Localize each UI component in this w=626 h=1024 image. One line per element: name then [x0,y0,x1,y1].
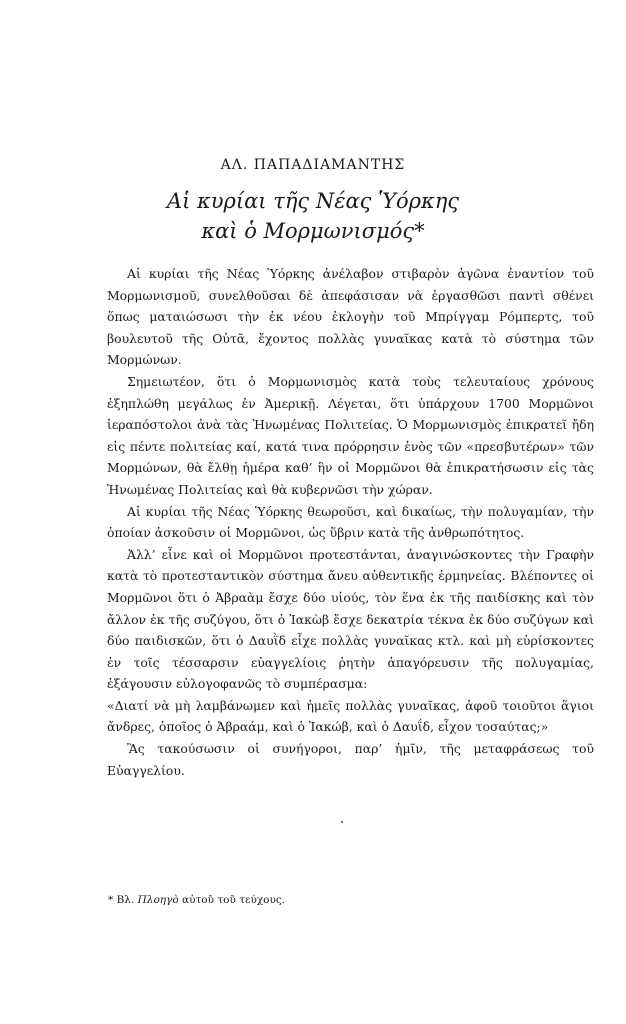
stray-dot-mark [341,821,343,823]
paragraph-1: Αἱ κυρίαι τῆς Νέας Ὑόρκης ἀνέλαβον στιβαρὸν ἀγῶνα ἐναντίον τοῦ Μορμωνισμοῦ, συνελθοῦσαι δὲ ἀπεφάσισαν νὰ ἐργασθῶσι παντὶ σθένει ὅπως ματαιώσωσι τὴν ἐκ νέου ἐκλογὴν τοῦ Μπρίγγαμ Ρόμπερτς, τοῦ βουλευτοῦ τῆς Οὐτᾶ, ἔχοντος πολλὰς γυναῖκας κατὰ τὸ σύστημα τῶν Μορμώνων. [107,266,594,368]
article-title [0,186,626,246]
quote-paragraph: «Διατί νὰ μὴ λαμβάνωμεν καὶ ἡμεῖς πολλὰς γυναῖκας, ἀφοῦ τοιοῦτοι ἅγιοι ἄνδρες, ὁποῖος ὁ Ἀβραάμ, καὶ ὁ Ἰακώβ, καὶ ὁ Δαυΐδ, εἶχον τοσαύτας;» [107,697,594,735]
footnote-italic-ref: Πλοηγὸ [137,894,179,906]
author-name: ΑΛ. ΠΑΠΑΔΙΑΜΑΝΤΗΣ [220,157,406,173]
footnote-marker: * Βλ. [108,894,135,906]
paragraph-3: Αἱ κυρίαι τῆς Νέας Ὑόρκης θεωροῦσι, καὶ δικαίως, τὴν πολυγαμίαν, τὴν ὁποίαν ἀσκοῦσιν οἱ Μορμῶνοι, ὡς ὕβριν κατὰ τῆς ἀνθρωπότητος. [107,503,594,541]
paragraph-6: Ἂς τακούσωσιν οἱ συνήγοροι, παρ’ ἡμῖν, τῆς μεταφράσεως τοῦ Εὐαγγελίου. [107,741,594,778]
title-line-2: καὶ ὁ Μορμωνισμός* [201,219,425,243]
title-line-1: Αἱ κυρίαι τῆς Νέας Ὑόρκης [166,189,460,213]
article-body [107,263,594,781]
paragraph-4: Ἀλλ’ εἶνε καὶ οἱ Μορμῶνοι προτεστάνται, ἀναγινώσκοντες τὴν Γραφὴν κατὰ τὸ προτεσταντικὸν σύστημα ἄνευ αὐθεντικῆς ἑρμηνείας. Βλέποντες οἱ Μορμῶνοι ὅτι ὁ Ἀβραὰμ ἔσχε δύο υἱούς, τὸν ἕνα ἐκ τῆς παιδίσκης καὶ τὸν ἄλλον ἐκ τῆς συζύγου, ὅτι ὁ Ἰακὼβ ἔσχε δεκατρία τέκνα ἐκ δύο συζύγων καὶ δύο παιδισκῶν, ὅτι ὁ Δαυῒδ εἶχε πολλὰς γυναῖκας κτλ. καὶ μὴ εὑρίσκοντες ἐν τοῖς τέσσαρσιν εὐαγγελίοις ῥητὴν ἀπαγόρευσιν τῆς πολυγαμίας, ἐξάγουσιν εὐλογοφανῶς τὸ συμπέρασμα: [107,546,594,692]
footnote [108,893,285,907]
footnote-text: αὐτοῦ τοῦ τεύχους. [182,894,286,906]
paragraph-2: Σημειωτέον, ὅτι ὁ Μορμωνισμὸς κατὰ τοὺς τελευταίους χρόνους ἐξηπλώθη μεγάλως ἐν Ἀμερικῇ. Λέγεται, ὅτι ὑπάρχουν 1700 Μορμῶνοι ἱεραπόστολοι ἀνὰ τὰς Ἡνωμένας Πολιτείας. Ὁ Μορμωνισμὸς ἐπικρατεῖ ἤδη εἰς πέντε πολιτείας καί, κατά τινα πρόρρησιν ἑνὸς τῶν «πρεσβυτέρων» τῶν Μορμώνων, θὰ ἔλθῃ ἡμέρα καθ’ ἣν οἱ Μορμῶνοι θὰ ἐπικρατήσωσιν εἰς τὰς Ἡνωμένας Πολιτείας καὶ θὰ κυβερνῶσι τὴν χώραν. [107,373,594,497]
